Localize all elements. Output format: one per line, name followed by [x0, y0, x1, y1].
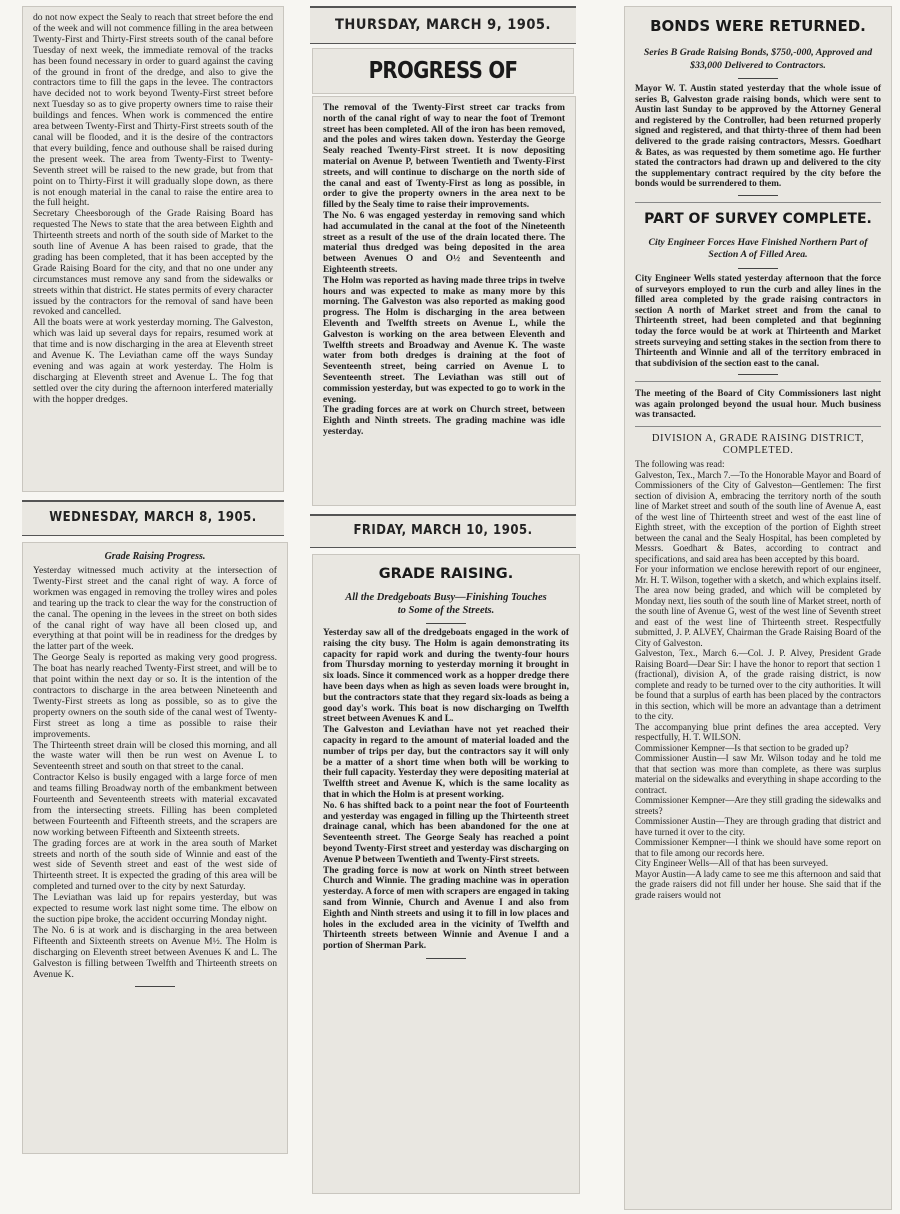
col3-headline: BONDS WERE RETURNED.	[650, 17, 866, 35]
col1-top-clipping	[22, 6, 284, 492]
col3-headline2: PART OF SURVEY COMPLETE.	[644, 210, 872, 227]
col3-article-text: Mayor W. T. Austin stated yesterday that the whole issue of series B, Galveston grade raising bonds, which were sent to Austin last Sunday to be approved by the Attorney General and registered by the Controller, had been returned properly signed and registered, and that thirty-three of them had been delivered to the grade raising contractors, Messrs. Goedhart & Bates, as was requested by them sometime ago. He further stated the contractors had drawn up and delivered to the city the supplementary contract required by the city before the bonds would be surrendered to them.	[635, 83, 881, 189]
col3-subhead2-rule	[738, 268, 778, 269]
col2-dateline	[310, 6, 576, 44]
col3-article3-text: The meeting of the Board of City Commissioners last night was again prolonged beyond the usual hour. Much business was transacted.	[635, 388, 881, 420]
col1-dateline-text: WEDNESDAY, MARCH 8, 1905.	[49, 510, 257, 525]
col1-article-text: Yesterday witnessed much activity at the intersection of Twenty-First street and the canal right of way. A force of workmen was engaged in removing the trolley wires and poles and tearing up the track to clear the way for the construction of the canal. The opening in the levees in the street on both sides of the canal right of way have all been closed up, and everything at that point will be in readiness for the dredges by the latter part of the week. The George Sealy is reported as making very good progress. The boat has nearly reached Twenty-First street, and will be to that point within the next day or so. It is the intention of the contractors to discharge in the area between Nineteenth and Twenty-First streets as long as possible, so as to give the property owners on the south side of the canal west of Twenty-First street as long a time as possible to raise their improvements. The Thirteenth street drain will be closed this morning, and all the waste water will then be run west on Avenue L to Seventeenth street and south on that street to the canal. Contractor Kelso is busily engaged with a large force of men and teams filling Broadway north of the embankment between Fourteenth and Seventeenth streets with material excavated from the intersecting streets. Filling has been completed between Fourteenth and Fifteenth streets, and the scrapers are now working between Fifteenth and Sixteenth streets. The grading forces are at work in the area south of Market streets and north of the south side of Winnie and east of the west side of Seventh street and east of the west side of Thirteenth street. It is expected the grading of this area will be completed and turned over to the city by next Saturday. The Leviathan was laid up for repairs yesterday, but was expected to resume work last night some time. The elbow on the suction pipe broke, the accident occurring Monday night. The No. 6 is at work and is discharging in the area between Fifteenth and Sixteenth streets on Avenue M½. The Holm is discharging on Eleventh street between Avenues K and L. The Galveston is filling between Twelfth and Thirteenth streets on Avenue K.	[33, 565, 277, 980]
col3-subhead-rule	[738, 78, 778, 79]
col2-subhead2: All the Dredgeboats Busy—Finishing Touches to Some of the Streets.	[345, 592, 547, 616]
col3-clipping	[624, 6, 892, 1210]
col2-subhead-rule	[426, 623, 466, 624]
col2-headline: PROGRESS OF	[368, 58, 518, 84]
col3-subhead2: City Engineer Forces Have Finished Northern Part of Section A of Filled Area.	[648, 236, 868, 261]
col3-divider-2	[635, 381, 881, 382]
col3-article2-text: City Engineer Wells stated yesterday afternoon that the force of surveyors employed to run the curb and alley lines in the filled area completed by the grade raising contractors in section A north of Market street and from the canal to Thirteenth street, had been completed and that beginning today the force would be at work at Thirteenth and Market streets surveying and setting stakes in the section from there to Thirteenth and Winnie and all of the territory embraced in that subdivision of the section east to the canal.	[635, 272, 881, 368]
col2-dateline2-text: FRIDAY, MARCH 10, 1905.	[353, 523, 533, 538]
col1-article-title: Grade Raising Progress.	[104, 551, 206, 562]
col2-end-rule	[426, 958, 466, 959]
col3-divider-3	[635, 426, 881, 427]
col2-article-clipping	[312, 96, 576, 506]
col3-article4-text: The following was read: Galveston, Tex., March 7.—To the Honorable Mayor and Board of Commissioners of the City of Galveston—Gentlemen: The first section of division A, embracing the territory north of the south line of Market street and south of the south line of Avenue A, east of the west line of Thirteenth street and west of the east line of Eighth street, with the exception of the portion of Eighth street between the canal and the Sealy Hospital, has been completed by Messrs. Goedhart & Bates, according to contract and specifications, and said area has been accepted by this board. For your information we enclose herewith report of our engineer, Mr. H. T. Wilson, together with a sketch, and which explains itself. The area now being graded, and which will be completed by Monday next, lies south of the south line of Market street, north of the south line of Avenue G, west of the west line of Seventh street and east of the west line of Thirteenth street. Respectfully submitted, J. P. ALVEY, Chairman the Grade Raising Board of the City of Galveston. Galveston, Tex., March 6.—Col. J. P. Alvey, President Grade Raising Board—Dear Sir: I have the honor to report that section 1 (fractional), division A, of the grade raising district, is now complete and ready to be turned over to the city authorities. It will be found that a surplus of earth has been placed by the contractors in this section, which will be more an advantage than a detriment to the city. The accompanying blue print defines the area accepted. Very respectfully, H. T. WILSON. Commissioner Kempner—Is that section to be graded up? Commissioner Austin—I saw Mr. Wilson today and he told me that that section was more than complete, as there was surplus material on the sidewalks and everything in shape according to the contract. Commissioner Kempner—Are they still grading the sidewalks and streets? Commissioner Austin—They are through grading that district and have turned it over to the city. Commissioner Kempner—I think we should have some report on that to file among our records here. City Engineer Wells—All of that has been surveyed. Mayor Austin—A lady came to see me this afternoon and said that the grade raisers did not fill under her house. She said that if the grade raisers would not	[635, 459, 881, 900]
col2-article-text: The removal of the Twenty-First street car tracks from north of the canal right of way to near the foot of Tremont street has been completed. All of the iron has been removed, and the poles and wires taken down. Yesterday the George Sealy reached Twenty-First street. It is now depositing material on Avenue P, between Twentieth and Twenty-First streets, and will continue to discharge on the north side of the canal and east of Twenty-First as long as possible, in order to give the property owners in the area next to be filled by the Sealy time to raise their improvements. The No. 6 was engaged yesterday in removing sand which had accumulated in the canal at the foot of the Nineteenth street as a result of the use of the drain located there. The material thus dredged was being deposited in the area between Avenues O and O½ and Seventeenth and Eighteenth streets. The Holm was reported as having made three trips in twelve hours and was expected to make as many more by this morning. The Galveston was also reported as making good progress. The Holm is discharging in the area between Eleventh and Twelfth streets on Avenue L, while the Galveston is working on the area between Eleventh and Twelfth streets and Broadway and Avenue K. The waste water from both dredges is draining at the foot of Seventeenth street, being carried on Avenue L to Seventeenth street. The Leviathan was still out of commission yesterday, but was expected to go to work in the evening. The grading forces are at work on Church street, between Eighth and Ninth streets. The grading machine was idle yesterday.	[323, 103, 565, 437]
col3-subhead: Series B Grade Raising Bonds, $750,-000, Approved and $33,000 Delivered to Contractors.	[643, 47, 873, 71]
col1-article-clipping	[22, 542, 288, 1154]
col2-dateline-text: THURSDAY, MARCH 9, 1905.	[335, 17, 551, 33]
col3-rule-1	[738, 195, 778, 196]
col2-article2-text: Yesterday saw all of the dredgeboats engaged in the work of raising the city busy. The Holm is again demonstrating its capacity for rapid work and during the twenty-four hours from Thursday morning to yesterday morning it brought in six loads. Since it commenced work as a hopper dredge there have been days when as high as seven loads were brought in, but the contractors state that they regard six-loads as being a good day's work. This boat is now discharging on Twelfth street between Avenues K and L. The Galveston and Leviathan have not yet reached their capacity in regard to the amount of material loaded and the number of trips per day, but the contractors say it will only be a matter of a short time when both will be working to their full capacity. Yesterday they were depositing material at Twelfth street and Avenue K, which is the same locality as that in which the Holm is at present working. No. 6 has shifted back to a point near the foot of Fourteenth and yesterday was engaged in filling up the Thirteenth street drainage canal, which has been abandoned for the one at Seventeenth street. The George Sealy has reached a point beyond Twenty-First street and yesterday was discharging on Avenue P between Twentieth and Twenty-First streets. The grading force is now at work on Ninth street between Church and Winnie. The grading machine was in operation yesterday. A force of men with scrapers are engaged in taking sand from Winnie, Church and Avenue I and also from Eighth and Ninth streets and using it to fill in low places and holes in the excluded area in the vicinity of Twelfth and Thirteenth streets between Winnie and Avenue I and a portion of Sherman Park.	[323, 628, 569, 952]
col1-end-rule	[135, 986, 175, 987]
col1-dateline	[22, 500, 284, 536]
col2-headline-block	[312, 48, 574, 94]
col3-division-head: DIVISION A, GRADE RAISING DISTRICT, COMPLETED.	[651, 433, 865, 457]
col3-rule-2	[738, 374, 778, 375]
col2-article2-clipping	[312, 554, 580, 1194]
col2-dateline2	[310, 514, 576, 548]
col3-divider-1	[635, 202, 881, 203]
col2-headline2: GRADE RAISING.	[378, 566, 514, 582]
col1-top-text: do not now expect the Sealy to reach that street before the end of the week and will not commence filling in the area between Twenty-First and Thirty-First streets south of the canal before Tuesday of next week, the immediate removal of the tracks has been found necessary in order to guard against the caving of the ground in front of the dredge, and also to give the contractors time to fill the gaps in the levee. The contractors have decided not to work beyond Twenty-First street before next Tuesday so as to give property owners time to raise their buildings and fences. When work is commenced the entire area between Twenty-First and Thirty-First streets south of the canal will be flooded, and it is the desire of the contractors that every building, fence and outhouse shall be raised during the present week. The area from Twenty-First to Twenty-Seventh street will be raised to the new grade, but from that point on to Thirty-First it will gradually slope down, as there is not enough material in the canal to raise the entire area to the full height. Secretary Cheesborough of the Grade Raising Board has requested The News to state that the area between Eighth and Thirteenth streets and north of the south side of Market to the south line of Avenue A has been raised to grade, that the grading has been completed, that it has been accepted by the Grade Raising Board for the city, and that no one under any circumstances must remove any sand from the sidewalks or streets within that district. He states permits of every character issued by the contractors for the removal of sand have been revoked and cancelled. All the boats were at work yesterday morning. The Galveston, which was laid up several days for repairs, resumed work at that time and is now discharging in the area at Eleventh street and Avenue K. The Leviathan came off the ways Sunday evening and was again at work yesterday. The Holm is discharging at Eleventh street and Avenue L. The fog that settled over the city during the afternoon interfered materially with the hopper dredges.	[33, 12, 273, 405]
